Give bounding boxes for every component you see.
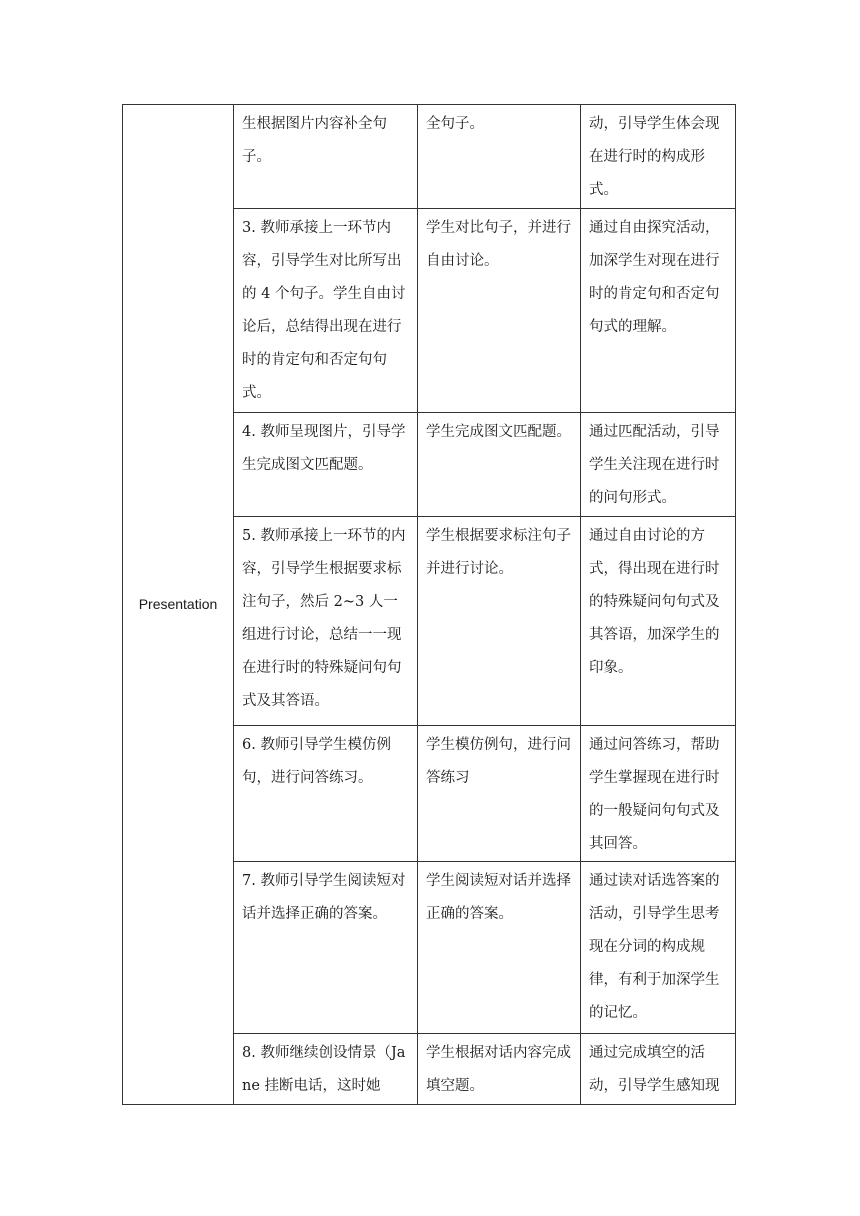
teacher-activity-cell: 8. 教师继续创设情景（Jane 挂断电话，这时她 — [234, 1034, 418, 1105]
student-activity-cell: 学生对比句子，并进行自由讨论。 — [418, 209, 581, 413]
stage-label: Presentation — [138, 596, 218, 612]
student-activity-cell: 学生完成图文匹配题。 — [418, 413, 581, 517]
table-row — [123, 105, 736, 209]
design-purpose-cell: 通过自由探究活动，加深学生对现在进行时的肯定句和否定句句式的理解。 — [581, 209, 736, 413]
teacher-activity-cell: 7. 教师引导学生阅读短对话并选择正确的答案。 — [234, 862, 418, 1034]
design-purpose-cell: 通过问答练习，帮助学生掌握现在进行时的一般疑问句句式及其回答。 — [581, 726, 736, 862]
student-activity-cell: 学生根据对话内容完成填空题。 — [418, 1034, 581, 1105]
teacher-activity-cell: 5. 教师承接上一环节的内容，引导学生根据要求标注句子，然后 2~3 人一组进行讨论，总结一一现在进行时的特殊疑问句句式及其答语。 — [234, 517, 418, 726]
teacher-activity-cell: 6. 教师引导学生模仿例句，进行问答练习。 — [234, 726, 418, 862]
design-purpose-cell: 通过读对话选答案的活动，引导学生思考现在分词的构成规律，有利于加深学生的记忆。 — [581, 862, 736, 1034]
teacher-activity-cell: 3. 教师承接上一环节内容，引导学生对比所写出的 4 个句子。学生自由讨论后，总结得出现在进行时的肯定句和否定句句式。 — [234, 209, 418, 413]
design-purpose-cell: 通过匹配活动，引导学生关注现在进行时的问句形式。 — [581, 413, 736, 517]
student-activity-cell: 学生模仿例句，进行问答练习 — [418, 726, 581, 862]
stage-cell — [123, 105, 234, 1105]
teacher-activity-cell: 4. 教师呈现图片，引导学生完成图文匹配题。 — [234, 413, 418, 517]
student-activity-cell: 全句子。 — [418, 105, 581, 209]
design-purpose-cell: 通过自由讨论的方式，得出现在进行时的特殊疑问句句式及其答语，加深学生的印象。 — [581, 517, 736, 726]
student-activity-cell: 学生根据要求标注句子并进行讨论。 — [418, 517, 581, 726]
student-activity-cell: 学生阅读短对话并选择正确的答案。 — [418, 862, 581, 1034]
teacher-activity-cell: 生根据图片内容补全句子。 — [234, 105, 418, 209]
lesson-plan-table — [122, 104, 736, 1105]
design-purpose-cell: 通过完成填空的活动，引导学生感知现 — [581, 1034, 736, 1105]
design-purpose-cell: 动，引导学生体会现在进行时的构成形式。 — [581, 105, 736, 209]
